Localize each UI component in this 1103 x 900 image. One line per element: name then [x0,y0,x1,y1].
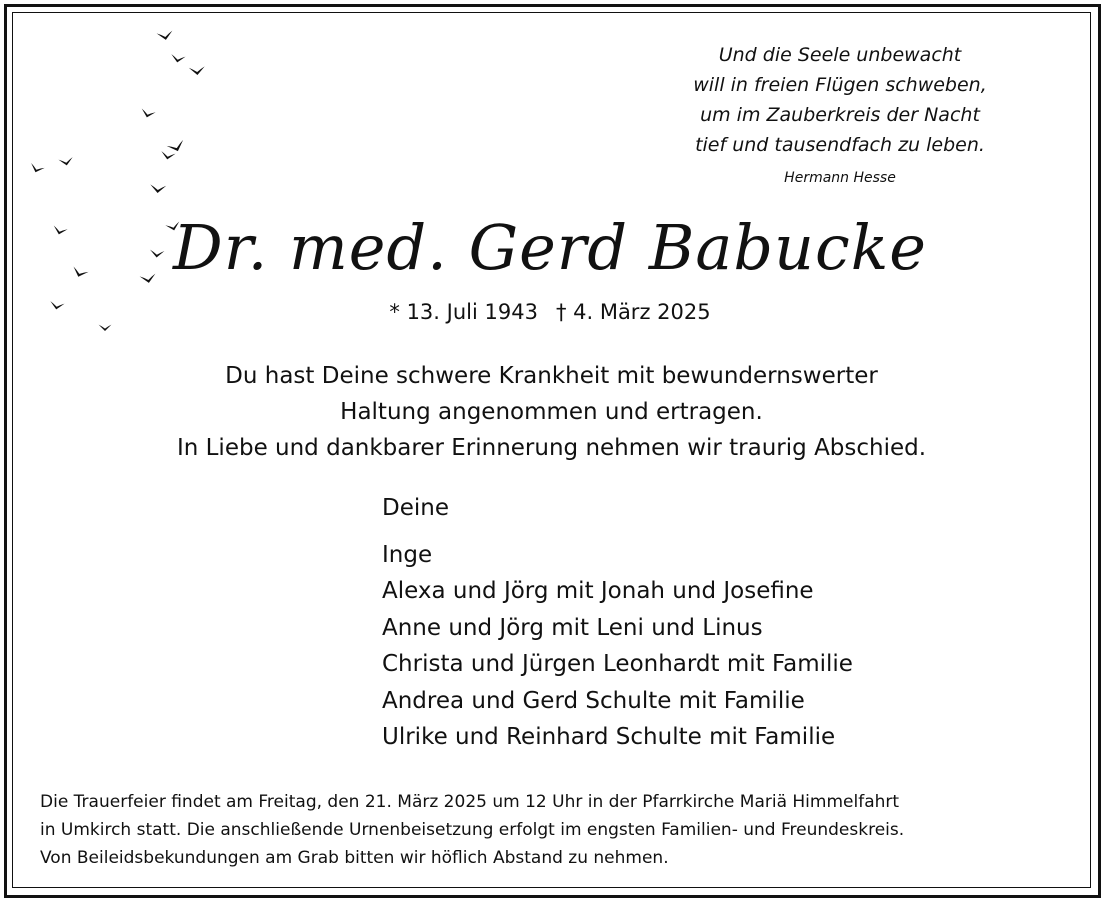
family-member: Andrea und Gerd Schulte mit Familie [382,687,805,714]
family-signature [382,490,853,756]
bird-silhouette [157,31,174,42]
quote-line-4: tief und tausendfach zu leben. [695,134,985,156]
notice-line-2: in Umkirch statt. Die anschließende Urnenbeisetzung erfolgt im engsten Familien- und Freundeskreis. [40,820,905,840]
poem-quote [660,40,1020,188]
message-line-3: In Liebe und dankbarer Erinnerung nehmen wir traurig Abschied. [176,435,927,461]
farewell-message [60,358,1043,466]
bird-silhouette [170,54,185,64]
bird-silhouette [52,226,68,237]
quote-line-1: Und die Seele unbewacht [718,44,962,66]
quote-line-2: will in freien Flügen schweben, [693,74,987,96]
quote-line-3: um im Zauberkreis der Nacht [700,104,980,126]
birth-date: * 13. Juli 1943 [389,300,538,324]
bird-silhouette [49,301,64,311]
bird-silhouette [160,151,175,161]
family-member: Alexa und Jörg mit Jonah und Josefine [382,578,814,604]
bird-silhouette [167,140,187,154]
family-member: Ulrike und Reinhard Schulte mit Familie [382,724,836,750]
death-date: † 4. März 2025 [555,300,711,324]
bird-silhouette [58,157,73,167]
notice-line-1: Die Trauerfeier findet am Freitag, den 21. März 2025 um 12 Uhr in der Pfarrkirche Mariä Himmelfahrt [40,792,900,812]
quote-author: Hermann Hesse [784,170,896,186]
flying-birds-icon [0,0,240,360]
life-dates [250,296,850,328]
family-member: Christa und Jürgen Leonhardt mit Familie [382,651,853,677]
bird-silhouette [189,66,206,75]
family-salutation: Deine [382,495,449,521]
bird-silhouette [140,109,156,120]
bird-silhouette [71,266,89,279]
bird-silhouette [99,325,112,331]
message-line-2: Haltung angenommen und ertragen. [340,399,763,425]
family-member: Anne und Jörg mit Leni und Linus [382,614,763,641]
deceased-name: Dr. med. Gerd Babucke [173,211,927,284]
message-line-1: Du hast Deine schwere Krankheit mit bewundernswerter [225,363,878,389]
bird-silhouette [29,163,45,175]
notice-line-3: Von Beileidsbekundungen am Grab bitten wir höflich Abstand zu nehmen. [40,848,669,868]
funeral-notice [40,788,1080,872]
bird-silhouette [150,184,167,193]
family-member: Inge [382,541,433,568]
